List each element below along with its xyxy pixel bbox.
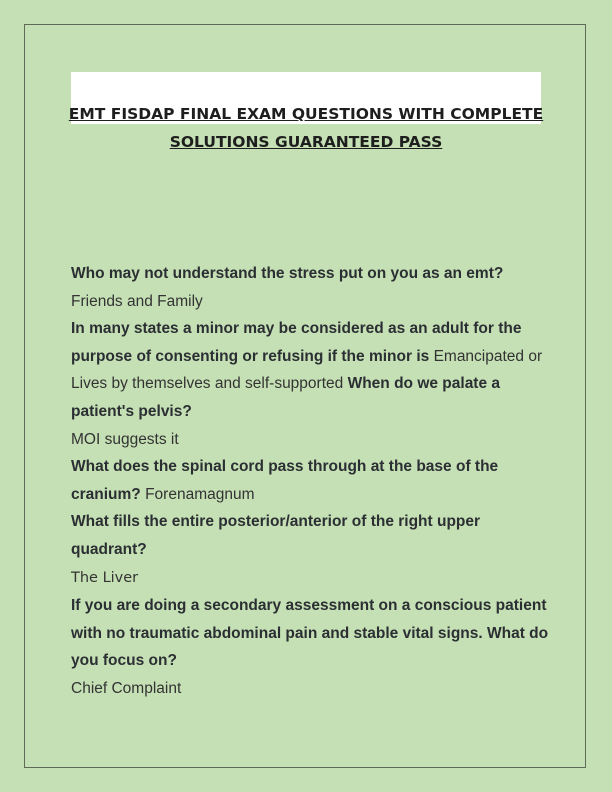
qa-item-5-answer [71, 564, 551, 593]
qa-list [71, 260, 551, 703]
title-line-1: EMT FISDAP FINAL EXAM QUESTIONS WITH COMPLETE [68, 105, 544, 123]
question-3: When do we palate a patient's pelvis? [71, 375, 501, 420]
qa-item-5 [71, 508, 551, 563]
question-4: What does the spinal cord pass through at the base of the cranium? [71, 458, 499, 503]
qa-item-6 [71, 592, 551, 675]
question-1: Who may not understand the stress put on you as an emt? [71, 265, 504, 282]
document-title [60, 100, 552, 156]
qa-item-1-answer [71, 288, 551, 316]
qa-item-4 [71, 453, 551, 508]
answer-1: Friends and Family [71, 292, 203, 310]
answer-3: MOI suggests it [71, 430, 179, 448]
answer-5: The Liver [71, 569, 139, 586]
answer-6: Chief Complaint [71, 679, 182, 697]
qa-item-2 [71, 315, 551, 425]
question-6: If you are doing a secondary assessment on a conscious patient with no traumatic abdominal pain and stable vital signs. What do you focus on? [71, 597, 549, 670]
qa-item-6-answer [71, 675, 551, 703]
question-2: In many states a minor may be considered as an adult for the purpose of consenting or refusing if the minor is [71, 320, 522, 365]
question-5: What fills the entire posterior/anterior of the right upper quadrant? [71, 513, 481, 558]
answer-2: Emancipated or Lives by themselves and self-supported [71, 347, 543, 393]
answer-4: Forenamagnum [145, 485, 255, 503]
qa-item-1 [71, 260, 551, 288]
qa-item-3-answer [71, 426, 551, 454]
title-line-2: SOLUTIONS GUARANTEED PASS [169, 133, 443, 151]
